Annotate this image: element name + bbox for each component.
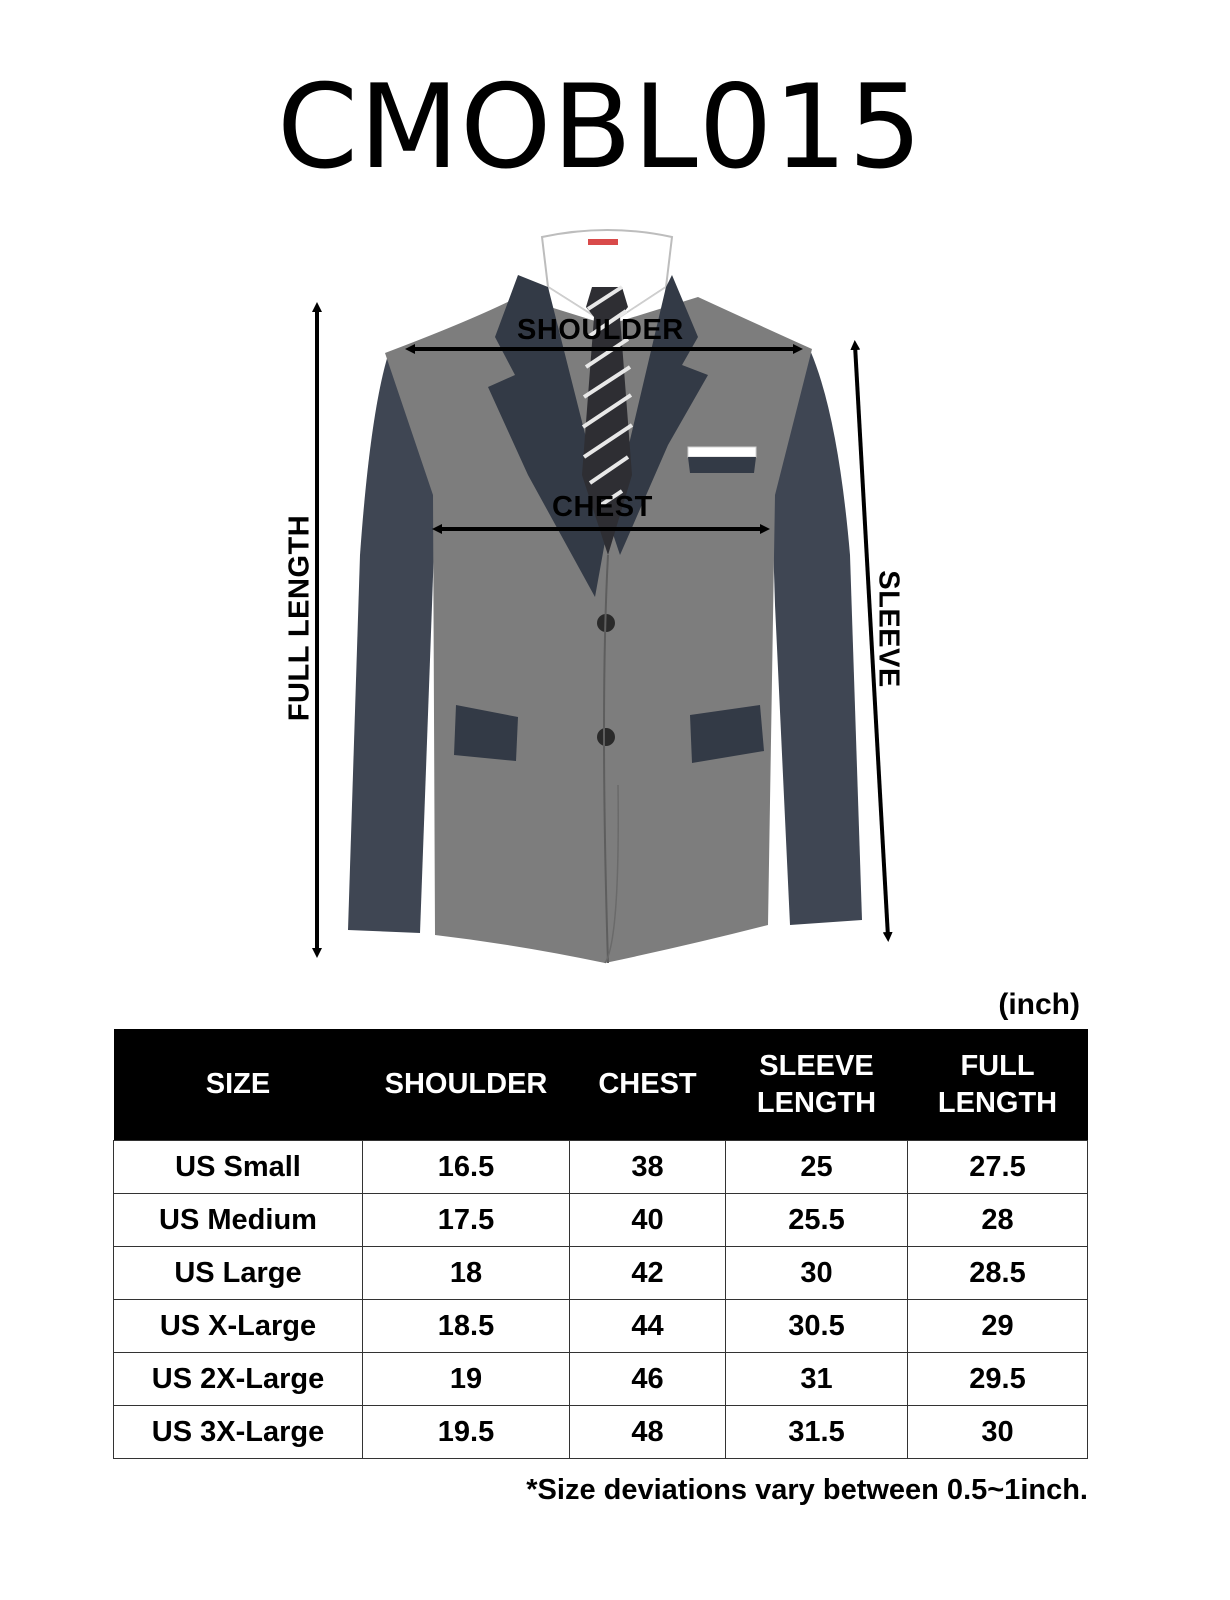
header-sleeve-length: SLEEVE LENGTH xyxy=(726,1029,908,1141)
shoulder-cell: 19 xyxy=(363,1353,570,1406)
table-row xyxy=(114,1247,1088,1300)
chest-cell: 48 xyxy=(570,1406,726,1459)
chest-cell: 46 xyxy=(570,1353,726,1406)
full-length-cell: 30 xyxy=(908,1406,1088,1459)
shoulder-cell: 16.5 xyxy=(363,1141,570,1194)
product-code-title: CMOBL015 xyxy=(277,60,923,195)
chest-cell: 38 xyxy=(570,1141,726,1194)
size-cell: US Large xyxy=(114,1247,363,1300)
size-chart-table xyxy=(113,1029,1088,1459)
lower-button xyxy=(597,728,615,746)
full-length-cell: 29.5 xyxy=(908,1353,1088,1406)
shoulder-cell: 19.5 xyxy=(363,1406,570,1459)
size-cell: US Small xyxy=(114,1141,363,1194)
size-cell: US 3X-Large xyxy=(114,1406,363,1459)
table-row xyxy=(114,1353,1088,1406)
chest-cell: 44 xyxy=(570,1300,726,1353)
sleeve-label: SLEEVE xyxy=(872,570,905,688)
table-row xyxy=(114,1300,1088,1353)
sleeve-length-cell: 31 xyxy=(726,1353,908,1406)
sleeve-length-cell: 25 xyxy=(726,1141,908,1194)
shoulder-cell: 18.5 xyxy=(363,1300,570,1353)
size-deviation-note: *Size deviations vary between 0.5~1inch. xyxy=(526,1474,1088,1506)
header-size: SIZE xyxy=(114,1029,363,1141)
table-row xyxy=(114,1141,1088,1194)
sleeve-length-cell: 31.5 xyxy=(726,1406,908,1459)
chest-label: CHEST xyxy=(552,491,653,523)
full-length-cell: 27.5 xyxy=(908,1141,1088,1194)
full-length-cell: 29 xyxy=(908,1300,1088,1353)
size-cell: US Medium xyxy=(114,1194,363,1247)
shoulder-cell: 17.5 xyxy=(363,1194,570,1247)
size-cell: US 2X-Large xyxy=(114,1353,363,1406)
chest-cell: 42 xyxy=(570,1247,726,1300)
shoulder-cell: 18 xyxy=(363,1247,570,1300)
header-shoulder: SHOULDER xyxy=(363,1029,570,1141)
header-full-length: FULL LENGTH xyxy=(908,1029,1088,1141)
collar-label xyxy=(588,239,618,245)
table-row xyxy=(114,1406,1088,1459)
pocket-square xyxy=(688,447,756,457)
shoulder-label: SHOULDER xyxy=(517,314,684,346)
table-header-row xyxy=(114,1029,1088,1141)
full-length-cell: 28.5 xyxy=(908,1247,1088,1300)
jacket-measurement-figure xyxy=(270,225,930,985)
unit-label: (inch) xyxy=(998,988,1080,1021)
table-row xyxy=(114,1194,1088,1247)
sleeve-length-cell: 30 xyxy=(726,1247,908,1300)
size-cell: US X-Large xyxy=(114,1300,363,1353)
full-length-label: FULL LENGTH xyxy=(283,514,316,722)
header-chest: CHEST xyxy=(570,1029,726,1141)
chest-cell: 40 xyxy=(570,1194,726,1247)
full-length-cell: 28 xyxy=(908,1194,1088,1247)
sleeve-length-cell: 30.5 xyxy=(726,1300,908,1353)
sleeve-length-cell: 25.5 xyxy=(726,1194,908,1247)
